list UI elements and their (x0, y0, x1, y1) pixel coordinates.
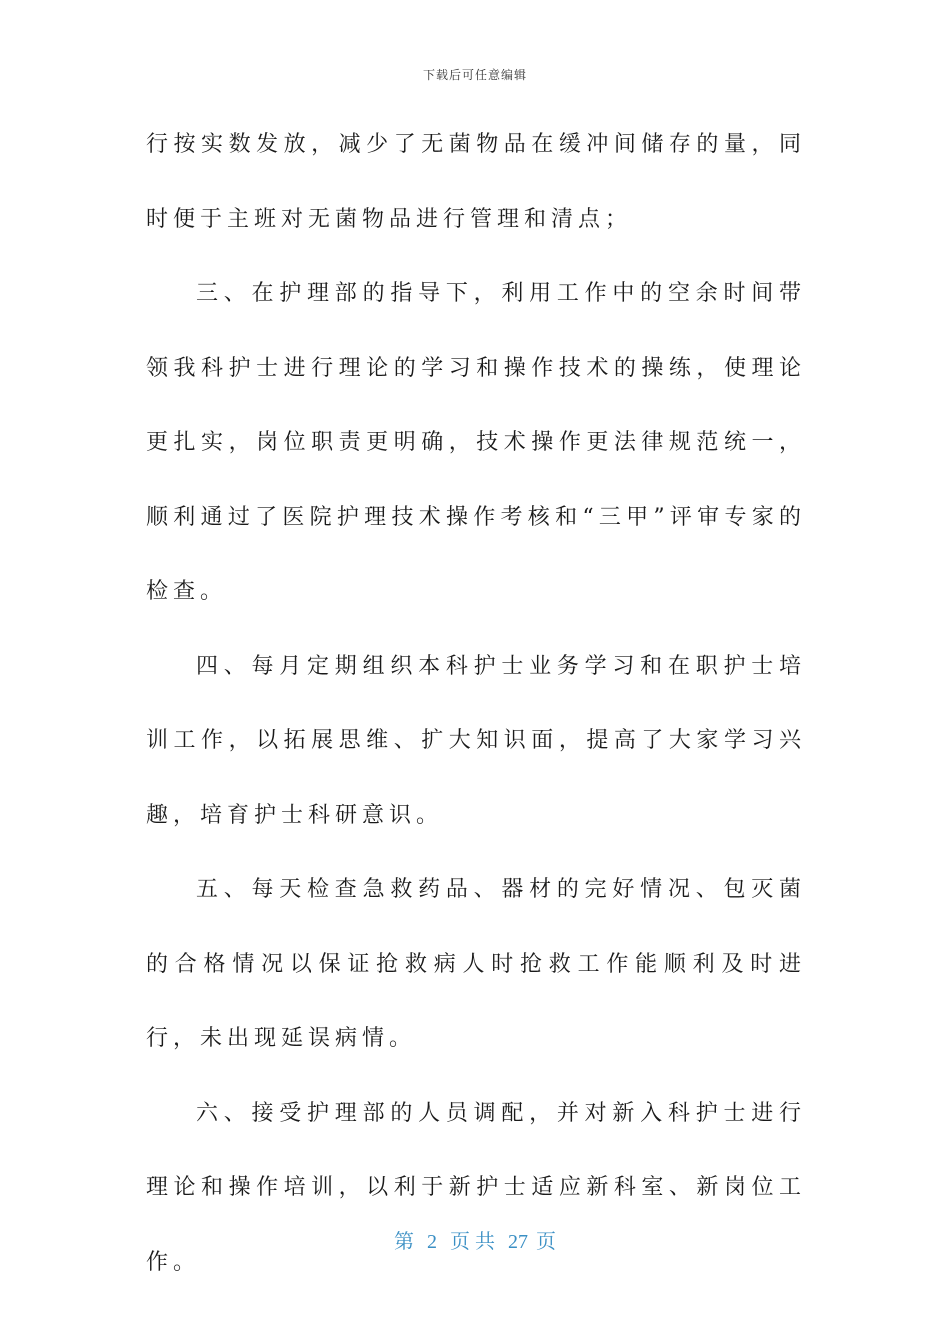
footer-page-label: 第 (394, 1231, 414, 1253)
footer-current-page: 2 (427, 1231, 437, 1253)
footer-pages-suffix: 页 (536, 1231, 556, 1253)
paragraph-item-4: 四、每月定期组织本科护士业务学习和在职护士培训工作，以拓展思维、扩大知识面，提高了大家学习兴趣，培育护士科研意识。 (146, 653, 806, 828)
footer-total-pages: 27 (508, 1231, 528, 1253)
paragraph-item-5: 五、每天检查急救药品、器材的完好情况、包灭菌的合格情况以保证抢救病人时抢救工作能顺利及时进行，未出现延误病情。 (146, 877, 806, 1051)
page-header: 下载后可任意编辑 (422, 68, 527, 82)
paragraph-continuation: 行按实数发放，减少了无菌物品在缓冲间储存的量，同时便于主班对无菌物品进行管理和清点； (146, 132, 806, 232)
page-footer (0, 1225, 950, 1254)
paragraph-item-6: 六、接受护理部的人员调配，并对新入科护士进行理论和操作培训，以利于新护士适应新科室、新岗位工作。 (146, 1100, 806, 1275)
document-body (146, 108, 806, 1300)
paragraph-item-3: 三、在护理部的指导下，利用工作中的空余时间带领我科护士进行理论的学习和操作技术的操练，使理论更扎实，岗位职责更明确，技术操作更法律规范统一，顺利通过了医院护理技术操作考核和“三甲”评审专家的检查。 (146, 281, 806, 604)
footer-of-label: 页 共 (450, 1231, 495, 1253)
